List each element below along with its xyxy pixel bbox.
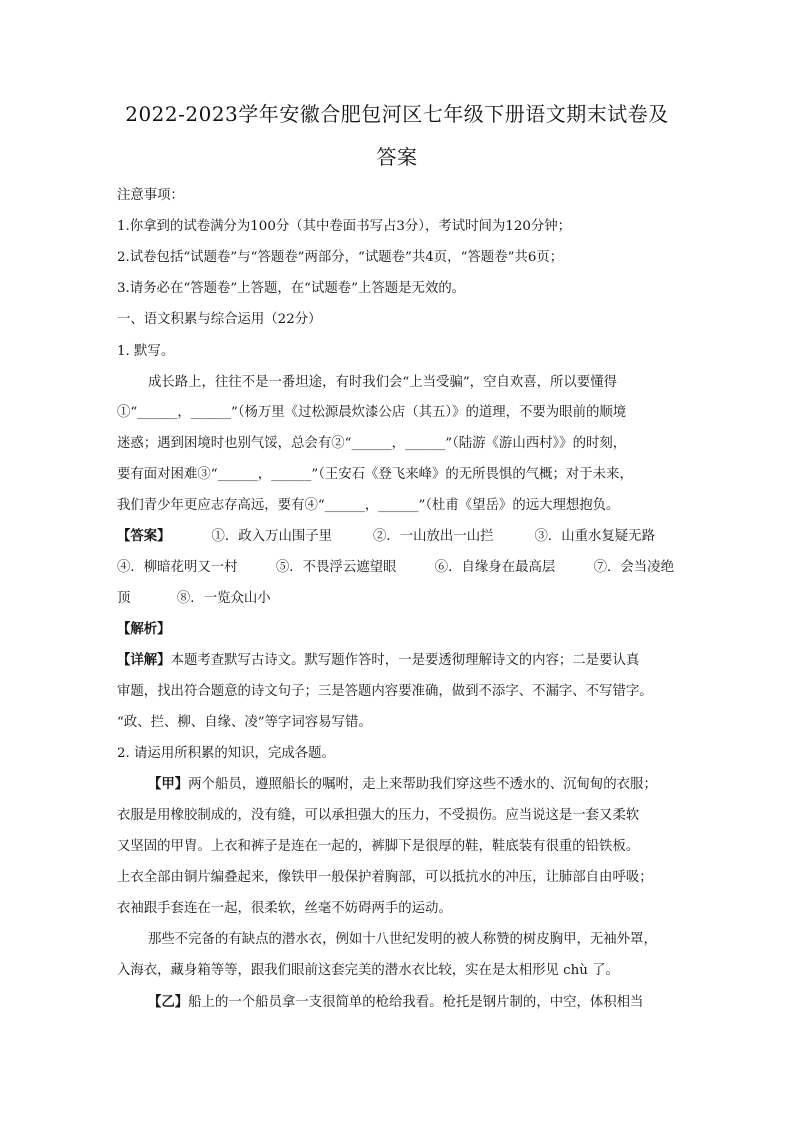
passage-jia-line: 上衣全部由铜片编叠起来，像铁甲一般保护着胸部，可以抵抗水的冲压，让肺部自由呼吸； [117,870,653,885]
answer-item: ⑥．自缘身在最高层 [434,560,556,575]
note-item-1: 1.你拿到的试卷满分为100分（其中卷面书写占3分），考试时间为120分钟； [117,219,572,234]
passage-jia-line: 衣服是用橡胶制成的，没有缝，可以承担强大的压力，不受损伤。应当说这是一套又柔软 [117,808,640,823]
analysis-label: 【解析】 [117,621,171,637]
question-1-text-line: 我们青少年更应志存高远，要有④“______，______”（杜甫《望岳》的远大理想抱负。 [117,498,620,513]
document-title-line-1: 2022-2023学年安徽合肥包河区七年级下册语文期末试卷及 [125,102,669,126]
notes-heading: 注意事项： [117,188,184,203]
detail-line: “政、拦、柳、自缘、凌”等字词容易写错。 [117,715,372,730]
passage-jia-line: 入海衣，藏身箱等等，跟我们眼前这套完美的潜水衣比较，实在是太相形见 chù 了。 [117,963,619,978]
detail-label: 【详解】 [117,652,171,668]
answer-item: ⑦．会当凌绝 [593,560,674,575]
answer-item: ④．柳暗花明又一村 [117,560,238,575]
detail-line: 审题，找出符合题意的诗文句子；三是答题内容要准确，做到不添字、不漏字、不写错字。 [117,684,653,699]
passage-jia-line [148,778,708,791]
passage-jia-line: 那些不完备的有缺点的潜水衣，例如十八世纪发明的被人称赞的树皮胸甲，无袖外罩， [148,932,657,947]
question-1-text-line: ①“______，______”（杨万里《过松源晨炊漆公店（其五）》的道理，不要为眼前的顺境 [117,405,627,420]
answer-row-3 [117,592,677,605]
answer-label: 【答案】 [117,528,171,544]
detail-line [117,654,677,667]
note-item-2: 2.试卷包括“试题卷”与“答题卷”两部分，“试题卷”共4页，“答题卷”共6页； [117,250,564,265]
detail-text: 本题考查默写古诗文。默写题作答时，一是要透彻理解诗文的内容；二是要认真 [170,653,640,668]
answer-item: ②．一山放出一山拦 [372,529,494,544]
passage-jia-text: 两个船员，遵照船长的嘱咐，走上来帮助我们穿这些不透水的、沉甸甸的衣服； [188,777,657,792]
answer-item: ⑤．不畏浮云遮望眼 [275,560,397,575]
question-2-title: 2. 请运用所积累的知识，完成各题。 [117,746,335,761]
answer-row-2 [117,561,674,574]
question-1-text-line: 迷惑；遇到困境时也别气馁，总会有②“______，______”（陆游《游山西村》》的时刻， [117,436,627,451]
passage-yi-label: 【乙】 [148,994,189,1010]
passage-jia-label: 【甲】 [148,776,189,792]
section-1-heading: 一、语文积累与综合运用（22分） [117,312,322,327]
passage-jia-line: 又坚固的甲胄。上衣和裤子是连在一起的，裤脚下是很厚的鞋，鞋底装有很重的铅铁板。 [117,839,640,854]
answer-item: 顶 [117,591,131,606]
question-1-text-line: 要有面对困难③“______，______”（王安石《登飞来峰》的无所畏惧的气概；对于未来， [117,467,633,482]
question-1-text-line: 成长路上，往往不是一番坦途，有时我们会“上当受骗”，空自欢喜，所以要懂得 [148,375,617,390]
answer-item: ①．政入万山围子里 [211,529,333,544]
document-title-line-2: 答案 [376,145,418,169]
answer-row-1 [117,530,655,543]
answer-item: ③．山重水复疑无路 [534,529,655,544]
note-item-3: 3.请务必在“答题卷”上答题，在“试题卷”上答题是无效的。 [117,281,466,296]
passage-yi-line [148,996,708,1009]
question-1-title: 1. 默写。 [117,344,175,359]
passage-jia-line: 衣袖跟手套连在一起，很柔软，丝毫不妨碍两手的运动。 [117,901,452,916]
passage-yi-text: 船上的一个船员拿一支很简单的枪给我看。枪托是钢片制的，中空，体积相当 [188,995,644,1010]
answer-item: ⑧．一览众山小 [176,591,271,606]
